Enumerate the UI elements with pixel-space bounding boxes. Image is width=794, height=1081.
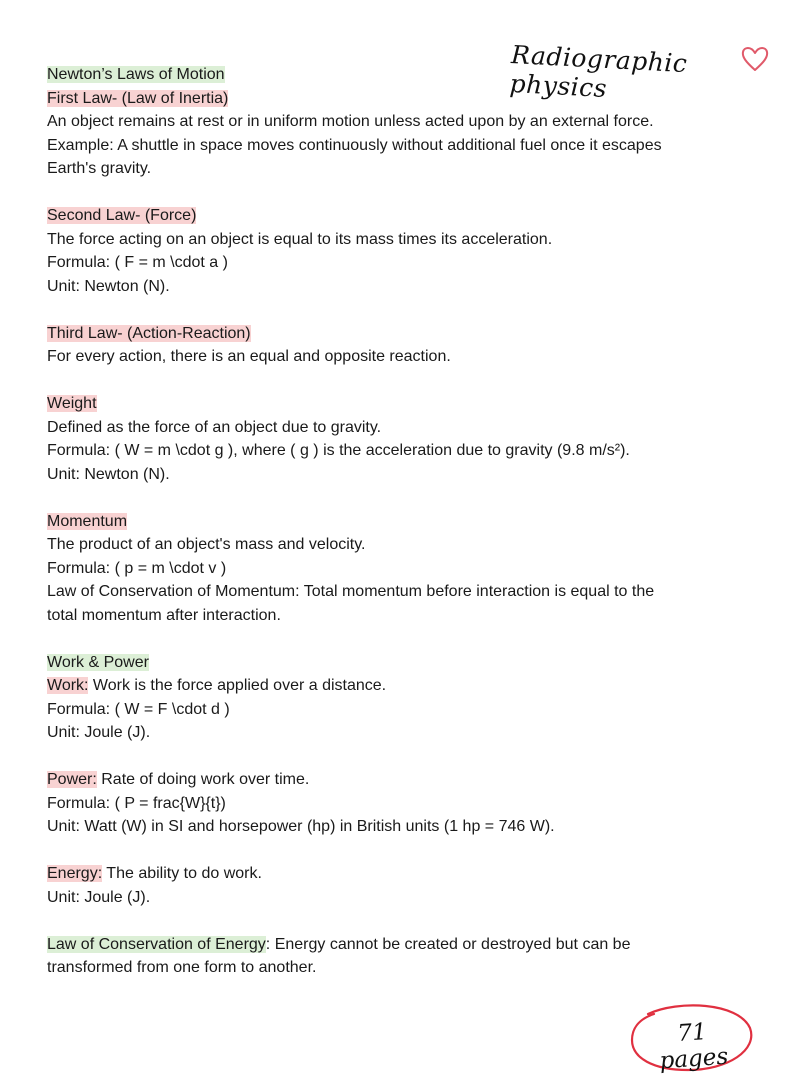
unit-line: Unit: Newton (N). [47, 277, 170, 295]
section-title-newton: Newton’s Laws of Motion [47, 66, 225, 83]
heading-third-law: Third Law- (Action-Reaction) [47, 324, 251, 342]
unit-line: Unit: Watt (W) in SI and horsepower (hp) in British units (1 hp = 746 W). [47, 818, 555, 835]
section-title-work-power: Work & Power [47, 653, 149, 671]
formula-line: Formula: ( P = frac{W}{t}) [47, 794, 226, 812]
text-line: For every action, there is an equal and opposite reaction. [47, 348, 451, 365]
text-line: transformed from one form to another. [47, 959, 317, 976]
formula-line: Formula: ( F = m \cdot a ) [47, 254, 228, 271]
text-line: total momentum after interaction. [47, 606, 281, 624]
heading-weight: Weight [47, 395, 97, 412]
notes-page [47, 63, 767, 980]
unit-line: Unit: Joule (J). [47, 888, 151, 906]
text-line: Law of Conservation of Momentum: Total momentum before interaction is equal to the [47, 583, 655, 600]
unit-line: Unit: Joule (J). [47, 724, 151, 741]
conservation-energy-description: : Energy cannot be created or destroyed but can be [265, 935, 631, 953]
work-description: Work is the force applied over a distance. [88, 677, 387, 694]
text-line [47, 674, 767, 698]
unit-line: Unit: Newton (N). [47, 465, 170, 483]
label-work: Work: [47, 677, 89, 694]
energy-description: The ability to do work. [102, 865, 262, 882]
text-line: The product of an object's mass and velocity. [47, 536, 366, 553]
label-conservation-energy: Law of Conservation of Energy [47, 935, 266, 953]
pages-count-note: 71 pages [658, 1019, 730, 1075]
text-line: An object remains at rest or in uniform motion unless acted upon by an external force. [47, 113, 654, 130]
heading-momentum: Momentum [47, 512, 128, 530]
text-line: The force acting on an object is equal to its mass times its acceleration. [47, 230, 553, 248]
text-line [47, 933, 767, 957]
text-line [47, 768, 767, 792]
power-description: Rate of doing work over time. [96, 771, 310, 788]
heading-second-law: Second Law- (Force) [47, 207, 197, 224]
formula-line: Formula: ( W = m \cdot g ), where ( g ) is the acceleration due to gravity (9.8 m/s²). [47, 442, 630, 459]
formula-line: Formula: ( W = F \cdot d ) [47, 700, 230, 718]
label-energy: Energy: [47, 865, 103, 882]
label-power: Power: [47, 771, 97, 788]
formula-line: Formula: ( p = m \cdot v ) [47, 559, 227, 577]
heading-first-law: First Law- (Law of Inertia) [47, 89, 229, 107]
text-line: Earth's gravity. [47, 160, 152, 177]
text-line: Example: A shuttle in space moves continuously without additional fuel once it escapes [47, 136, 662, 154]
text-line [47, 862, 767, 886]
handwritten-title: Radiographic physics [508, 40, 689, 104]
text-line: Defined as the force of an object due to gravity. [47, 418, 382, 436]
